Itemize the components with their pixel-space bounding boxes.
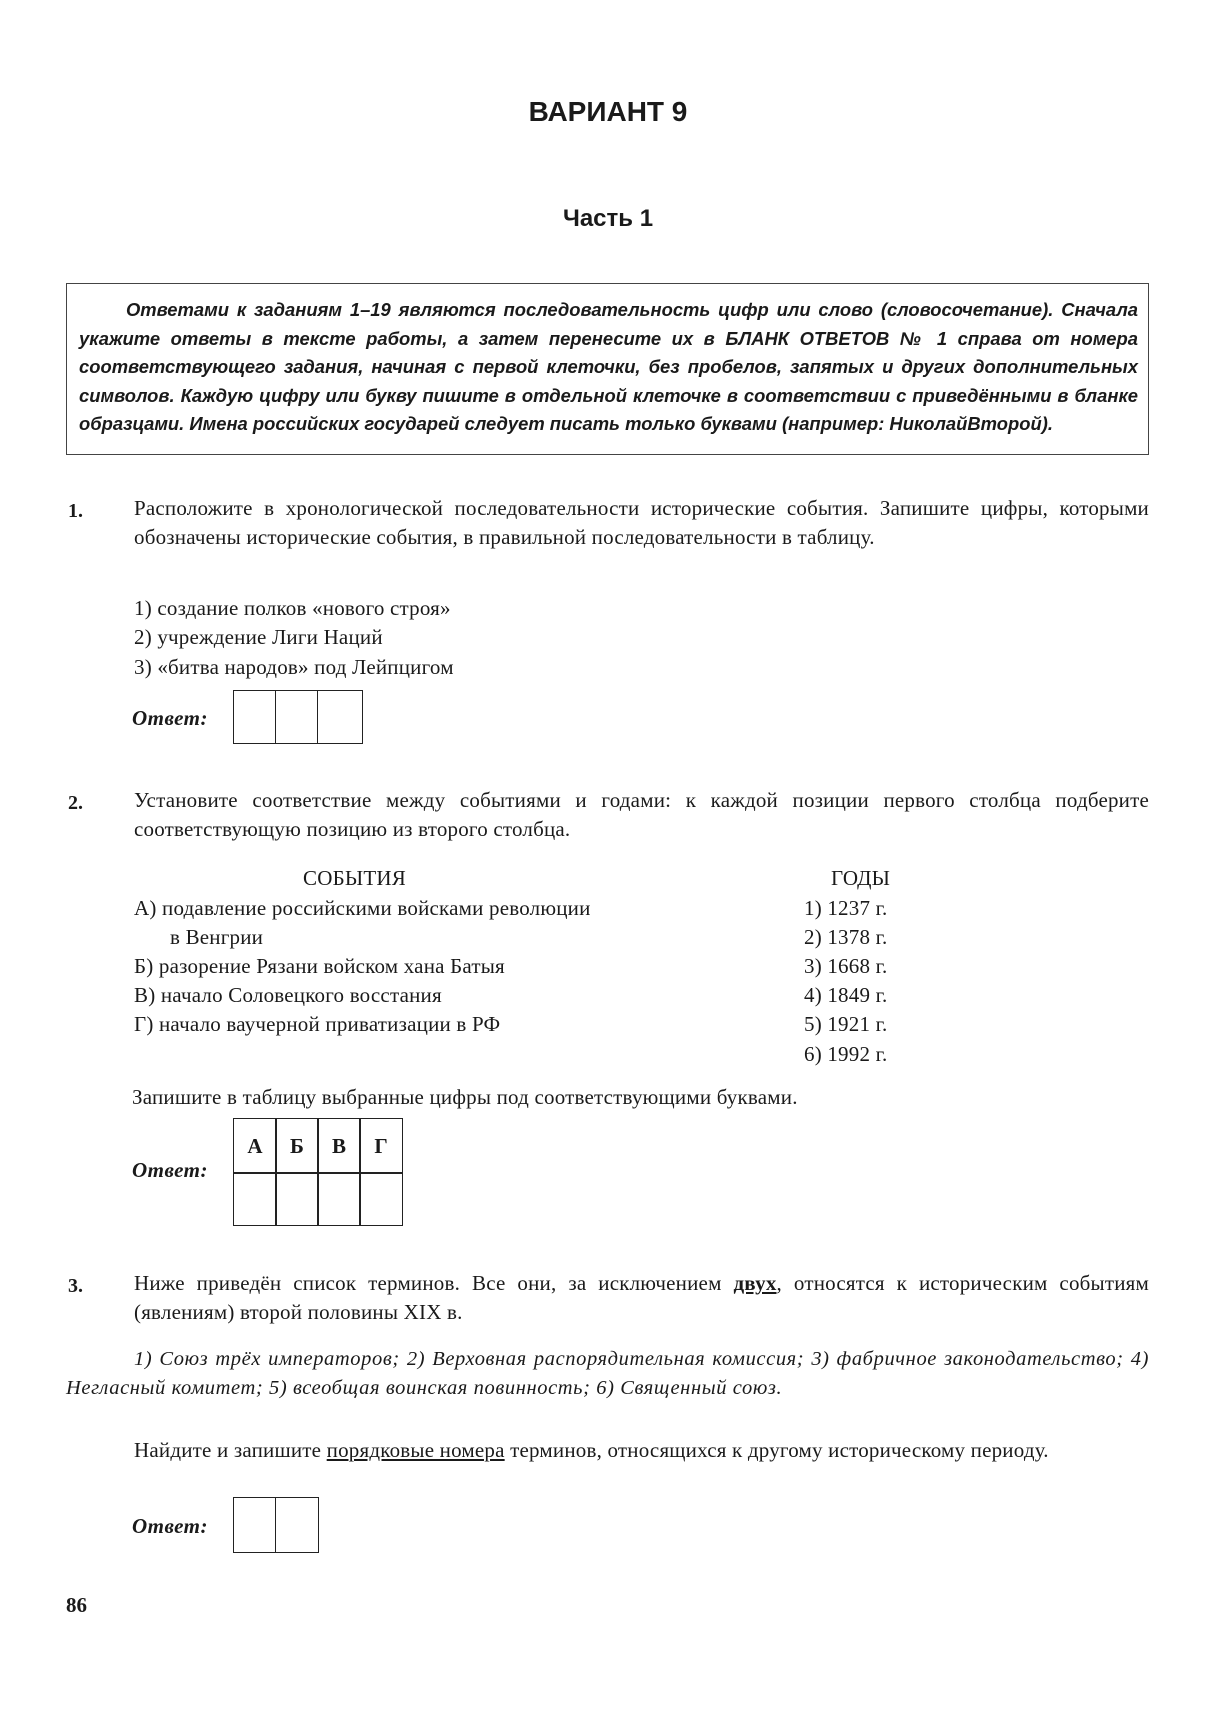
answer-cell[interactable] (359, 1172, 403, 1226)
question-1-option-3: 3) «битва народов» под Лейпцигом (134, 655, 454, 679)
question-3-task (134, 1436, 1149, 1465)
instructions-text: Ответами к заданиям 1–19 являются последовательность цифр или слово (словосочетание). Сначала укажите ответы в тексте работы, а затем перенесите их в БЛАНК ОТВЕТОВ № 1 справа от номера соответствующего задания, начиная с первой клеточки, без пробелов, запятых и других дополнительных символов. Каждую цифру или букву пишите в отдельной клеточке в соответствии с приведёнными в бланке образцами. Имена российских государей следует писать только буквами (например: НиколайВторой). (79, 299, 1138, 434)
question-1-answer-label: Ответ: (132, 706, 208, 730)
question-1-option-2: 2) учреждение Лиги Наций (134, 625, 383, 649)
event-v: В) начало Соловецкого восстания (134, 983, 442, 1007)
answer-cell[interactable] (275, 690, 319, 744)
question-2-number: 2. (68, 792, 83, 814)
question-3-text (134, 1269, 1149, 1327)
question-1-option-1: 1) создание полков «нового строя» (134, 596, 451, 620)
question-3-task-start: Найдите и запишите (134, 1438, 327, 1462)
question-3-text-end: , относятся к историческим событиям (явлениям) второй половины XIX в. (134, 1271, 1150, 1324)
year-5: 5) 1921 г. (804, 1012, 888, 1036)
year-4: 4) 1849 г. (804, 983, 888, 1007)
answer-cell[interactable] (233, 1497, 277, 1553)
event-a-continued: в Венгрии (170, 925, 264, 949)
answer-cell[interactable] (233, 690, 277, 744)
question-3-text-start: Ниже приведён список терминов. Все они, за исключением (134, 1271, 734, 1295)
letter-header-b: Б (275, 1118, 319, 1174)
page-number: 86 (66, 1593, 87, 1617)
variant-title: ВАРИАНТ 9 (528, 96, 688, 127)
question-2-table-instruction: Запишите в таблицу выбранные цифры под соответствующими буквами. (132, 1085, 798, 1109)
instructions-box (66, 283, 1149, 455)
answer-cell[interactable] (317, 690, 363, 744)
question-2-text: Установите соответствие между событиями и годами: к каждой позиции первого столбца подберите соответствующую позицию из второго столбца. (134, 788, 1149, 841)
year-1: 1) 1237 г. (804, 896, 888, 920)
question-3-task-emphasis: порядковые номера (326, 1438, 505, 1462)
year-6: 6) 1992 г. (804, 1042, 888, 1066)
answer-cell[interactable] (275, 1497, 319, 1553)
answer-cell[interactable] (317, 1172, 361, 1226)
question-3-task-end: терминов, относящихся к другому историческому периоду. (504, 1438, 1049, 1462)
year-2: 2) 1378 г. (804, 925, 888, 949)
letter-header-g: Г (359, 1118, 403, 1174)
letter-header-v: В (317, 1118, 361, 1174)
events-header: СОБЫТИЯ (303, 866, 406, 890)
question-1-text: Расположите в хронологической последовательности исторические события. Запишите цифры, которыми обозначены исторические события, в правильной последовательности в таблицу. (134, 496, 1149, 549)
event-b: Б) разорение Рязани войском хана Батыя (134, 954, 505, 978)
question-1-number: 1. (68, 500, 83, 522)
years-header: ГОДЫ (831, 866, 891, 890)
answer-cell[interactable] (233, 1172, 277, 1226)
question-3-emphasis: двух (733, 1271, 777, 1295)
question-2-answer-label: Ответ: (132, 1158, 208, 1182)
question-3-terms: 1) Союз трёх императоров; 2) Верховная распорядительная комиссия; 3) фабричное законодательство; 4) Негласный комитет; 5) всеобщая воинская повинность; 6) Священный союз. (66, 1348, 1149, 1399)
answer-cell[interactable] (275, 1172, 319, 1226)
year-3: 3) 1668 г. (804, 954, 888, 978)
event-g: Г) начало ваучерной приватизации в РФ (134, 1012, 501, 1036)
part-title: Часть 1 (562, 205, 654, 232)
letter-header-a: А (233, 1118, 277, 1174)
question-3-answer-label: Ответ: (132, 1514, 208, 1538)
event-a: А) подавление российскими войсками революции (134, 896, 591, 920)
question-3-number: 3. (68, 1275, 83, 1297)
